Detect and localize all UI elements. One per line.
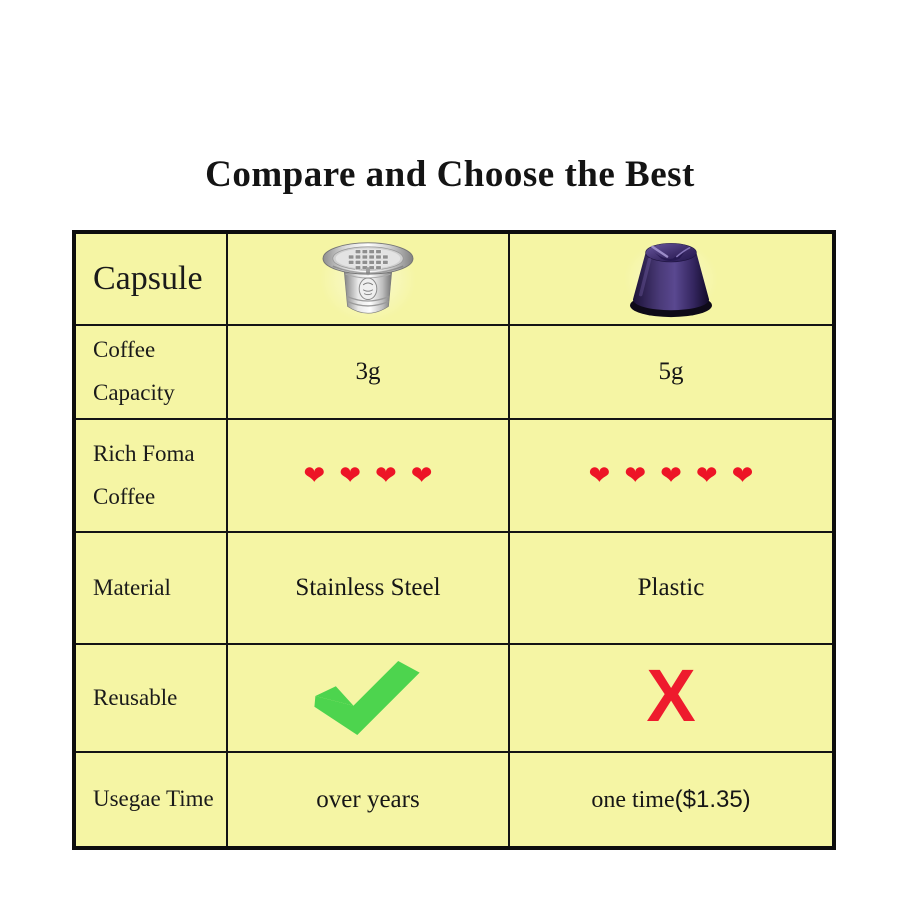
row-capsule-label-cell <box>76 234 228 326</box>
capacity-label: Coffee Capacity <box>93 337 175 405</box>
reusable-label: Reusable <box>93 684 178 710</box>
purple-plastic-capsule-image <box>622 238 720 320</box>
plastic-capsule-cell <box>510 234 832 326</box>
capacity-right-value: 5g <box>658 358 684 385</box>
material-left-cell <box>228 533 510 645</box>
material-right-cell <box>510 533 832 645</box>
usage-right-cell <box>510 753 832 846</box>
foam-label: Rich Foma Coffee <box>93 440 195 509</box>
row-reusable-label-cell <box>76 645 228 753</box>
heart-rating-4-icons: ❤❤❤❤ <box>303 460 447 491</box>
reusable-right-cell <box>510 645 832 753</box>
material-left-value: Stainless Steel <box>295 574 441 601</box>
material-right-value: Plastic <box>637 574 705 601</box>
stainless-steel-capsule-image <box>319 235 417 323</box>
usage-right-value <box>591 786 750 814</box>
reusable-left-cell <box>228 645 510 753</box>
heart-rating-5-icons: ❤❤❤❤❤ <box>588 460 768 491</box>
row-capacity-label-cell <box>76 326 228 420</box>
page-title: Compare and Choose the Best <box>205 154 695 195</box>
usage-right-prefix: one time <box>591 786 675 813</box>
capacity-left-value: 3g <box>355 358 381 385</box>
capacity-left-cell <box>228 326 510 420</box>
foam-right-cell <box>510 420 832 533</box>
material-label: Material <box>93 574 171 600</box>
green-check-icon <box>314 660 422 736</box>
row-material-label-cell <box>76 533 228 645</box>
comparison-table <box>72 230 836 850</box>
row-usage-label-cell <box>76 753 228 846</box>
stainless-capsule-cell <box>228 234 510 326</box>
red-x-icon: X <box>646 654 696 737</box>
usage-label: Usegae Time <box>93 786 214 812</box>
capacity-right-cell <box>510 326 832 420</box>
usage-left-value: over years <box>316 785 420 813</box>
usage-left-cell <box>228 753 510 846</box>
usage-right-price: ($1.35) <box>674 785 751 813</box>
foam-left-cell <box>228 420 510 533</box>
row-foam-label-cell <box>76 420 228 533</box>
capsule-header-label: Capsule <box>93 260 203 298</box>
